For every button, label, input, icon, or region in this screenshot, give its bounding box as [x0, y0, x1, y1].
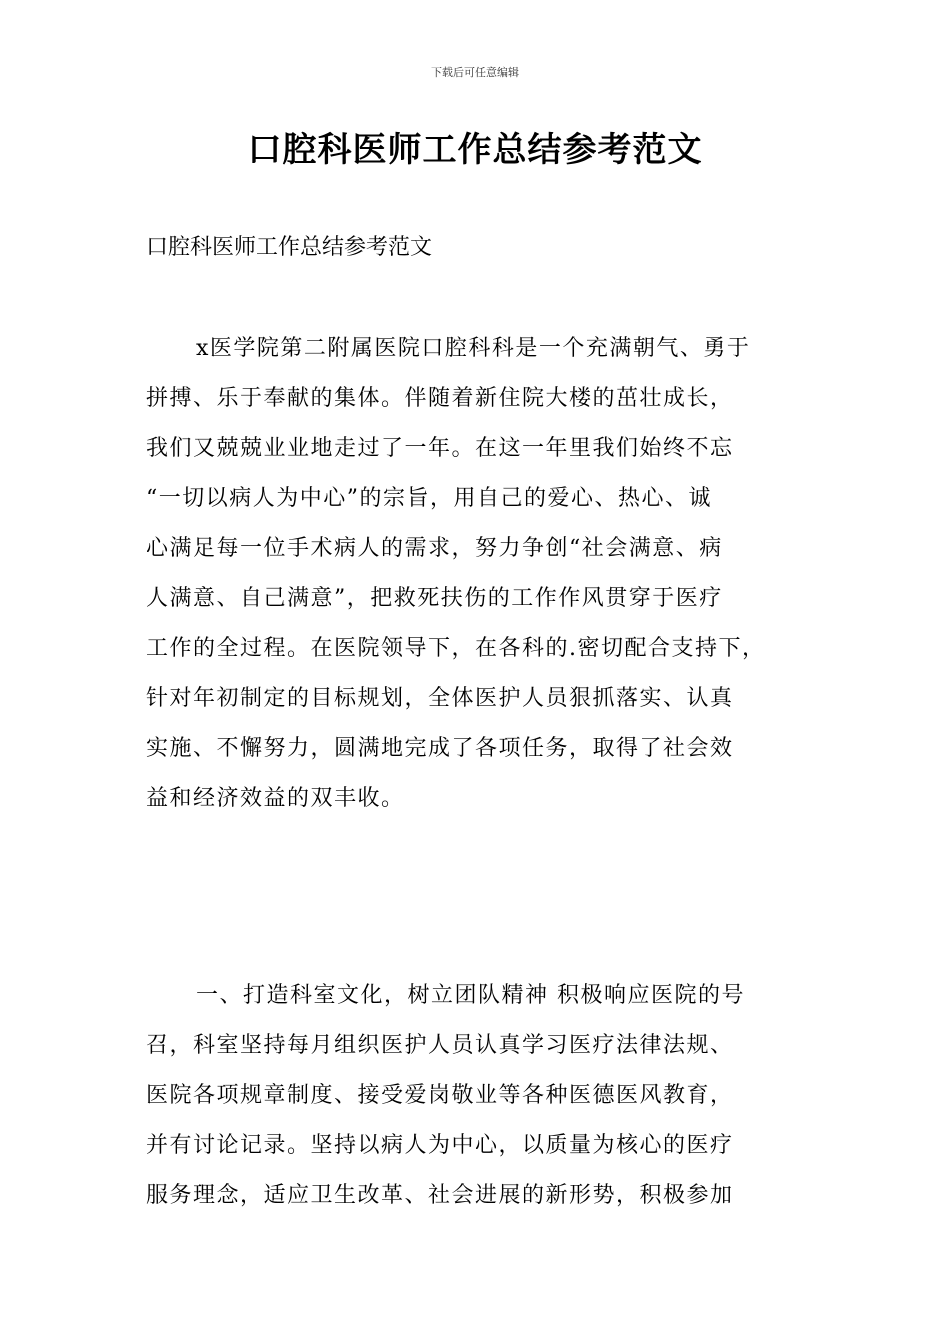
paragraph-line: 拼搏、乐于奉献的集体。伴随着新住院大楼的茁壮成长， [146, 386, 734, 411]
paragraph-line: x医学院第二附属医院口腔科科是一个充满朝气、勇于 [196, 336, 751, 361]
paragraph-line: 一、打造科室文化，树立团队精神 积极响应医院的号 [196, 983, 745, 1008]
paragraph-line: 针对年初制定的目标规划，全体医护人员狠抓落实、认真 [146, 686, 734, 711]
paragraph-intro [146, 324, 836, 824]
paragraph-line: 工作的全过程。在医院领导下，在各科的.密切配合支持下， [146, 636, 766, 661]
paragraph-line: 医院各项规章制度、接受爱岗敬业等各种医德医风教育， [146, 1083, 734, 1108]
paragraph-line: 实施、不懈努力，圆满地完成了各项任务，取得了社会效 [146, 736, 734, 761]
document-subtitle: 口腔科医师工作总结参考范文 [146, 235, 433, 260]
paragraph-line: 人满意、自己满意”，把救死扶伤的工作作风贯穿于医疗 [146, 586, 723, 611]
paragraph-section-one [146, 971, 836, 1221]
paragraph-line: 我们又兢兢业业地走过了一年。在这一年里我们始终不忘 [146, 436, 734, 461]
paragraph-line: 并有讨论记录。坚持以病人为中心，以质量为核心的医疗 [146, 1133, 734, 1158]
paragraph-line: “一切以病人为中心”的宗旨，用自己的爱心、热心、诚 [146, 486, 712, 511]
header-note: 下载后可任意编辑 [431, 66, 519, 79]
paragraph-line: 心满足每一位手术病人的需求，努力争创“社会满意、病 [146, 536, 723, 561]
paragraph-line: 召，科室坚持每月组织医护人员认真学习医疗法律法规、 [146, 1033, 734, 1058]
paragraph-line: 服务理念，适应卫生改革、社会进展的新形势，积极参加 [146, 1183, 734, 1208]
paragraph-line: 益和经济效益的双丰收。 [146, 786, 405, 811]
document-title: 口腔科医师工作总结参考范文 [247, 130, 703, 170]
